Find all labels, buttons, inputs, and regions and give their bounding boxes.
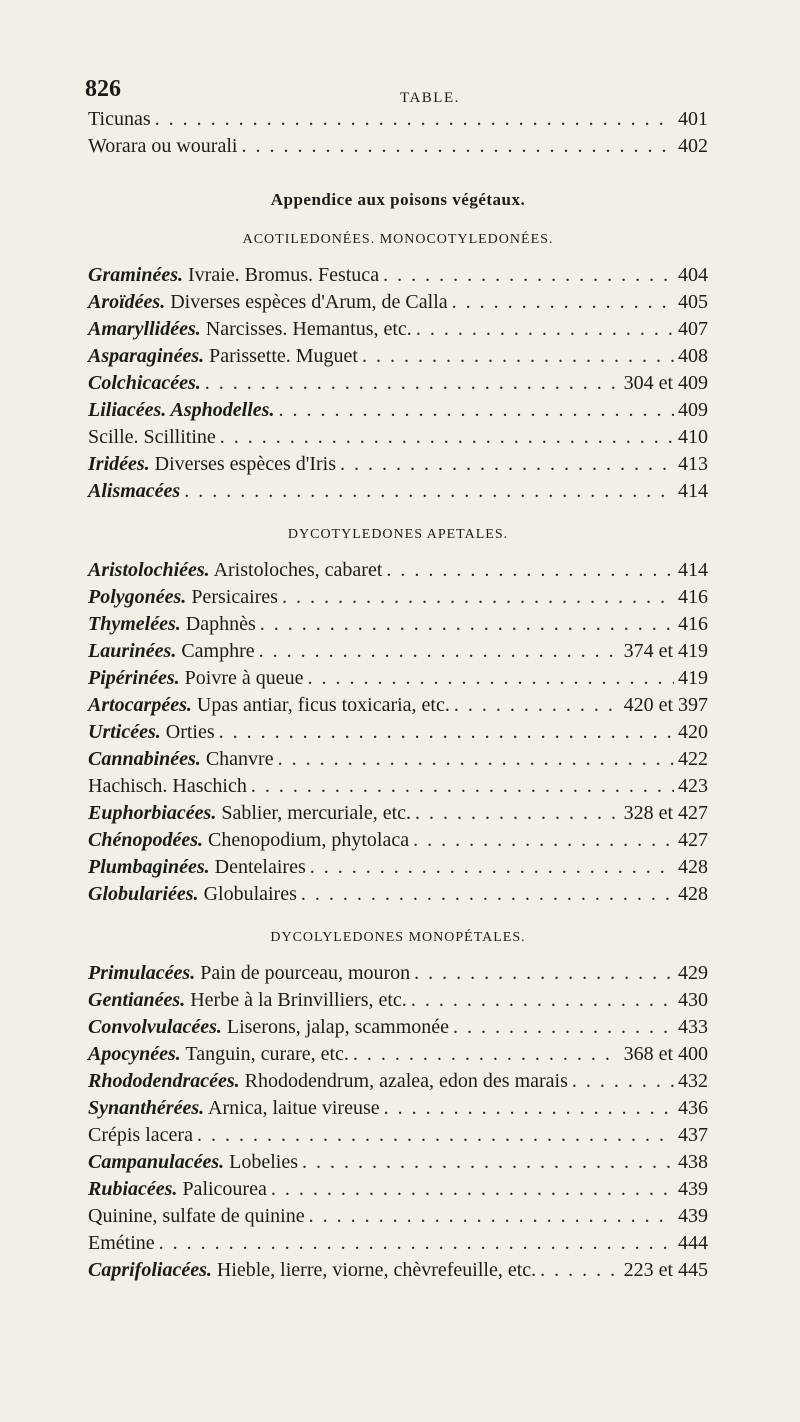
toc-section (88, 930, 708, 1286)
entry-description: Narcisses. Hemantus, etc. (205, 318, 412, 340)
dot-leader (413, 829, 674, 852)
entry-text (88, 694, 450, 717)
family-name: Campanulacées. (88, 1151, 225, 1173)
entry-description: Emétine (88, 1232, 155, 1254)
section-title: DYCOLYLEDONES MONOPÉTALES. (270, 930, 526, 945)
toc-entry (88, 856, 708, 883)
entry-text (88, 1232, 155, 1255)
entry-text (88, 1151, 298, 1174)
family-name: Artocarpées. (88, 694, 192, 716)
dot-leader (278, 399, 674, 422)
page-reference: 405 (678, 291, 708, 313)
toc-entry (88, 426, 708, 453)
toc-entry (88, 264, 708, 291)
entry-description: Pain de pourceau, mouron (200, 962, 411, 984)
entry-text (88, 667, 304, 690)
family-name: Colchicacées. (88, 372, 201, 394)
page-reference: 423 (678, 775, 708, 797)
entry-description: Orties (165, 721, 215, 743)
toc-entry (88, 559, 708, 586)
page-reference: 328 et 427 (623, 802, 708, 824)
page-reference: 408 (678, 345, 708, 367)
dot-leader (384, 1097, 674, 1120)
entry-description: Parissette. Muguet (209, 345, 358, 367)
family-name: Thymelées. (88, 613, 181, 635)
page-reference: 429 (678, 962, 708, 984)
family-name: Aristolochiées. (88, 559, 210, 581)
entry-text (88, 748, 274, 771)
toc-entry (88, 1070, 708, 1097)
page-reference: 368 et 400 (623, 1043, 708, 1065)
toc-entry (88, 989, 708, 1016)
family-name: Globulariées. (88, 883, 199, 905)
entry-description: Diverses espèces d'Iris (154, 453, 336, 475)
entry-text (88, 1097, 380, 1120)
family-name: Pipérinées. (88, 667, 180, 689)
toc-entry (88, 372, 708, 399)
page-reference: 402 (678, 135, 708, 157)
family-name: Graminées. (88, 264, 183, 286)
entry-description: Worara ou wourali (88, 135, 238, 157)
entry-text (88, 318, 412, 341)
page-reference: 420 et 397 (623, 694, 708, 716)
toc-entry (88, 802, 708, 829)
dot-leader (251, 775, 674, 798)
page-reference: 223 et 445 (623, 1259, 708, 1281)
page-reference: 419 (678, 667, 708, 689)
entry-description: Poivre à queue (184, 667, 304, 689)
toc-entry (88, 613, 708, 640)
page-reference: 437 (678, 1124, 708, 1146)
dot-leader (362, 345, 674, 368)
entry-description: Hachisch. Haschich (88, 775, 247, 797)
dot-leader (386, 559, 674, 582)
page-number: 826 (85, 76, 121, 102)
top-entry-list (88, 108, 708, 162)
entry-text (88, 345, 358, 368)
sections-container (88, 232, 708, 1286)
entry-text (88, 426, 216, 449)
entry-text (88, 1070, 568, 1093)
toc-entry (88, 108, 708, 135)
page-reference: 304 et 409 (623, 372, 708, 394)
entry-description: Lobelies (229, 1151, 298, 1173)
page-reference: 444 (678, 1232, 708, 1254)
toc-entry (88, 345, 708, 372)
entry-text (88, 613, 256, 636)
page-reference: 428 (678, 856, 708, 878)
entry-text (88, 453, 336, 476)
toc-entry (88, 748, 708, 775)
section-title: ACOTILEDONÉES. MONOCOTYLEDONÉES. (242, 232, 554, 247)
entry-text (88, 559, 382, 582)
dot-leader (302, 1151, 674, 1174)
toc-entry (88, 883, 708, 910)
dot-leader (309, 1205, 674, 1228)
family-name: Rhododendracées. (88, 1070, 240, 1092)
entry-text (88, 399, 274, 422)
dot-leader (205, 372, 620, 395)
entry-text (88, 856, 306, 879)
family-name: Liliacées. Asphodelles. (88, 399, 275, 421)
page-reference: 416 (678, 586, 708, 608)
entry-description: Crépis lacera (88, 1124, 193, 1146)
appendix-title: Appendice aux poisons végétaux. (270, 190, 526, 209)
family-name: Iridées. (88, 453, 150, 475)
page-reference: 374 et 419 (623, 640, 708, 662)
dot-leader (259, 640, 620, 663)
toc-entry (88, 1043, 708, 1070)
family-name: Plumbaginées. (88, 856, 210, 878)
entry-description: Sablier, mercuriale, etc. (221, 802, 412, 824)
dot-leader (415, 802, 620, 825)
dot-leader (454, 694, 620, 717)
entry-text (88, 1043, 349, 1066)
toc-entry (88, 318, 708, 345)
page-reference: 430 (678, 989, 708, 1011)
toc-entry (88, 480, 708, 507)
entry-description: Quinine, sulfate de quinine (88, 1205, 305, 1227)
family-name: Alismacées (88, 480, 181, 502)
family-name: Primulacées. (88, 962, 196, 984)
dot-leader (411, 989, 674, 1012)
dot-leader (572, 1070, 674, 1093)
page-reference: 439 (678, 1178, 708, 1200)
toc-entry (88, 667, 708, 694)
entry-description: Dentelaires (214, 856, 306, 878)
family-name: Laurinées. (88, 640, 177, 662)
page-reference: 436 (678, 1097, 708, 1119)
entry-text (88, 291, 448, 314)
toc-entry (88, 775, 708, 802)
page-reference: 420 (678, 721, 708, 743)
entry-text (88, 962, 410, 985)
entry-text (88, 989, 407, 1012)
family-name: Amaryllidées. (88, 318, 201, 340)
page-reference: 416 (678, 613, 708, 635)
toc-entry (88, 1232, 708, 1259)
page-reference: 401 (678, 108, 708, 130)
entry-text (88, 372, 201, 395)
toc-entry (88, 1124, 708, 1151)
dot-leader (271, 1178, 674, 1201)
dot-leader (308, 667, 674, 690)
entry-description: Upas antiar, ficus toxicaria, etc. (196, 694, 450, 716)
family-name: Synanthérées. (88, 1097, 205, 1119)
toc-entry (88, 1259, 708, 1286)
dot-leader (155, 108, 674, 131)
dot-leader (241, 135, 674, 158)
entry-text (88, 775, 247, 798)
page-reference: 432 (678, 1070, 708, 1092)
table-of-contents (88, 108, 708, 1286)
entry-text (88, 721, 215, 744)
entry-description: Chenopodium, phytolaca (208, 829, 410, 851)
entry-description: Camphre (181, 640, 255, 662)
dot-leader (414, 962, 674, 985)
toc-entry (88, 586, 708, 613)
entry-description: Globulaires (203, 883, 297, 905)
entry-description: Hieble, lierre, viorne, chèvrefeuille, etc. (216, 1259, 537, 1281)
dot-leader (220, 426, 674, 449)
toc-entry (88, 1097, 708, 1124)
page-reference: 413 (678, 453, 708, 475)
toc-section (88, 232, 708, 507)
toc-entry (88, 1016, 708, 1043)
entry-description: Tanguin, curare, etc. (185, 1043, 349, 1065)
family-name: Polygonées. (88, 586, 187, 608)
dot-leader (353, 1043, 620, 1066)
dot-leader (340, 453, 674, 476)
family-name: Rubiacées. (88, 1178, 178, 1200)
page-reference: 438 (678, 1151, 708, 1173)
page-reference: 409 (678, 399, 708, 421)
entry-description: Daphnès (185, 613, 256, 635)
toc-entry (88, 453, 708, 480)
family-name: Apocynées. (88, 1043, 181, 1065)
dot-leader (159, 1232, 674, 1255)
entry-description: Arnica, laitue vireuse (208, 1097, 380, 1119)
dot-leader (260, 613, 674, 636)
page-reference: 407 (678, 318, 708, 340)
toc-entry (88, 399, 708, 426)
entry-description: Ticunas (88, 108, 151, 130)
entry-description: Scille. Scillitine (88, 426, 216, 448)
page-reference: 427 (678, 829, 708, 851)
dot-leader (310, 856, 674, 879)
page-reference: 433 (678, 1016, 708, 1038)
entry-text (88, 883, 297, 906)
entry-description: Aristoloches, cabaret (213, 559, 383, 581)
toc-entry (88, 1178, 708, 1205)
entry-text (88, 480, 180, 503)
page-reference: 414 (678, 559, 708, 581)
page-reference: 422 (678, 748, 708, 770)
toc-entry (88, 829, 708, 856)
toc-entry (88, 694, 708, 721)
family-name: Cannabinées. (88, 748, 201, 770)
dot-leader (540, 1259, 619, 1282)
entry-text (88, 264, 379, 287)
entry-description: Herbe à la Brinvilliers, etc. (190, 989, 407, 1011)
dot-leader (282, 586, 674, 609)
toc-section (88, 527, 708, 910)
section-title: DYCOTYLEDONES APETALES. (287, 527, 509, 542)
entry-text (88, 1205, 305, 1228)
family-name: Urticées. (88, 721, 161, 743)
family-name: Gentianées. (88, 989, 186, 1011)
dot-leader (453, 1016, 674, 1039)
dot-leader (278, 748, 674, 771)
entry-text (88, 640, 255, 663)
page-reference: 428 (678, 883, 708, 905)
entry-description: Diverses espèces d'Arum, de Calla (170, 291, 448, 313)
entry-description: Liserons, jalap, scammonée (226, 1016, 450, 1038)
entry-text (88, 586, 278, 609)
family-name: Asparaginées. (88, 345, 205, 367)
toc-entry (88, 1205, 708, 1232)
page-reference: 404 (678, 264, 708, 286)
entry-text (88, 108, 151, 131)
entry-text (88, 1016, 449, 1039)
toc-entry (88, 135, 708, 162)
toc-entry (88, 962, 708, 989)
family-name: Chénopodées. (88, 829, 203, 851)
entry-description: Rhododendrum, azalea, edon des marais (244, 1070, 568, 1092)
toc-entry (88, 721, 708, 748)
dot-leader (416, 318, 674, 341)
family-name: Caprifoliacées. (88, 1259, 212, 1281)
entry-description: Persicaires (191, 586, 278, 608)
page-reference: 410 (678, 426, 708, 448)
entry-text (88, 1124, 193, 1147)
entry-text (88, 829, 409, 852)
entry-text (88, 1178, 267, 1201)
entry-text (88, 802, 411, 825)
family-name: Euphorbiacées. (88, 802, 217, 824)
dot-leader (219, 721, 674, 744)
dot-leader (197, 1124, 674, 1147)
toc-entry (88, 291, 708, 318)
entry-text (88, 135, 237, 158)
toc-entry (88, 640, 708, 667)
family-name: Convolvulacées. (88, 1016, 222, 1038)
dot-leader (452, 291, 674, 314)
family-name: Aroïdées. (88, 291, 166, 313)
entry-description: Ivraie. Bromus. Festuca (188, 264, 380, 286)
page-reference: 414 (678, 480, 708, 502)
entry-description: Palicourea (182, 1178, 267, 1200)
dot-leader (184, 480, 674, 503)
page-reference: 439 (678, 1205, 708, 1227)
dot-leader (301, 883, 674, 906)
running-head: TABLE. (400, 90, 460, 106)
entry-description: Chanvre (205, 748, 274, 770)
entry-text (88, 1259, 536, 1282)
dot-leader (383, 264, 674, 287)
toc-entry (88, 1151, 708, 1178)
